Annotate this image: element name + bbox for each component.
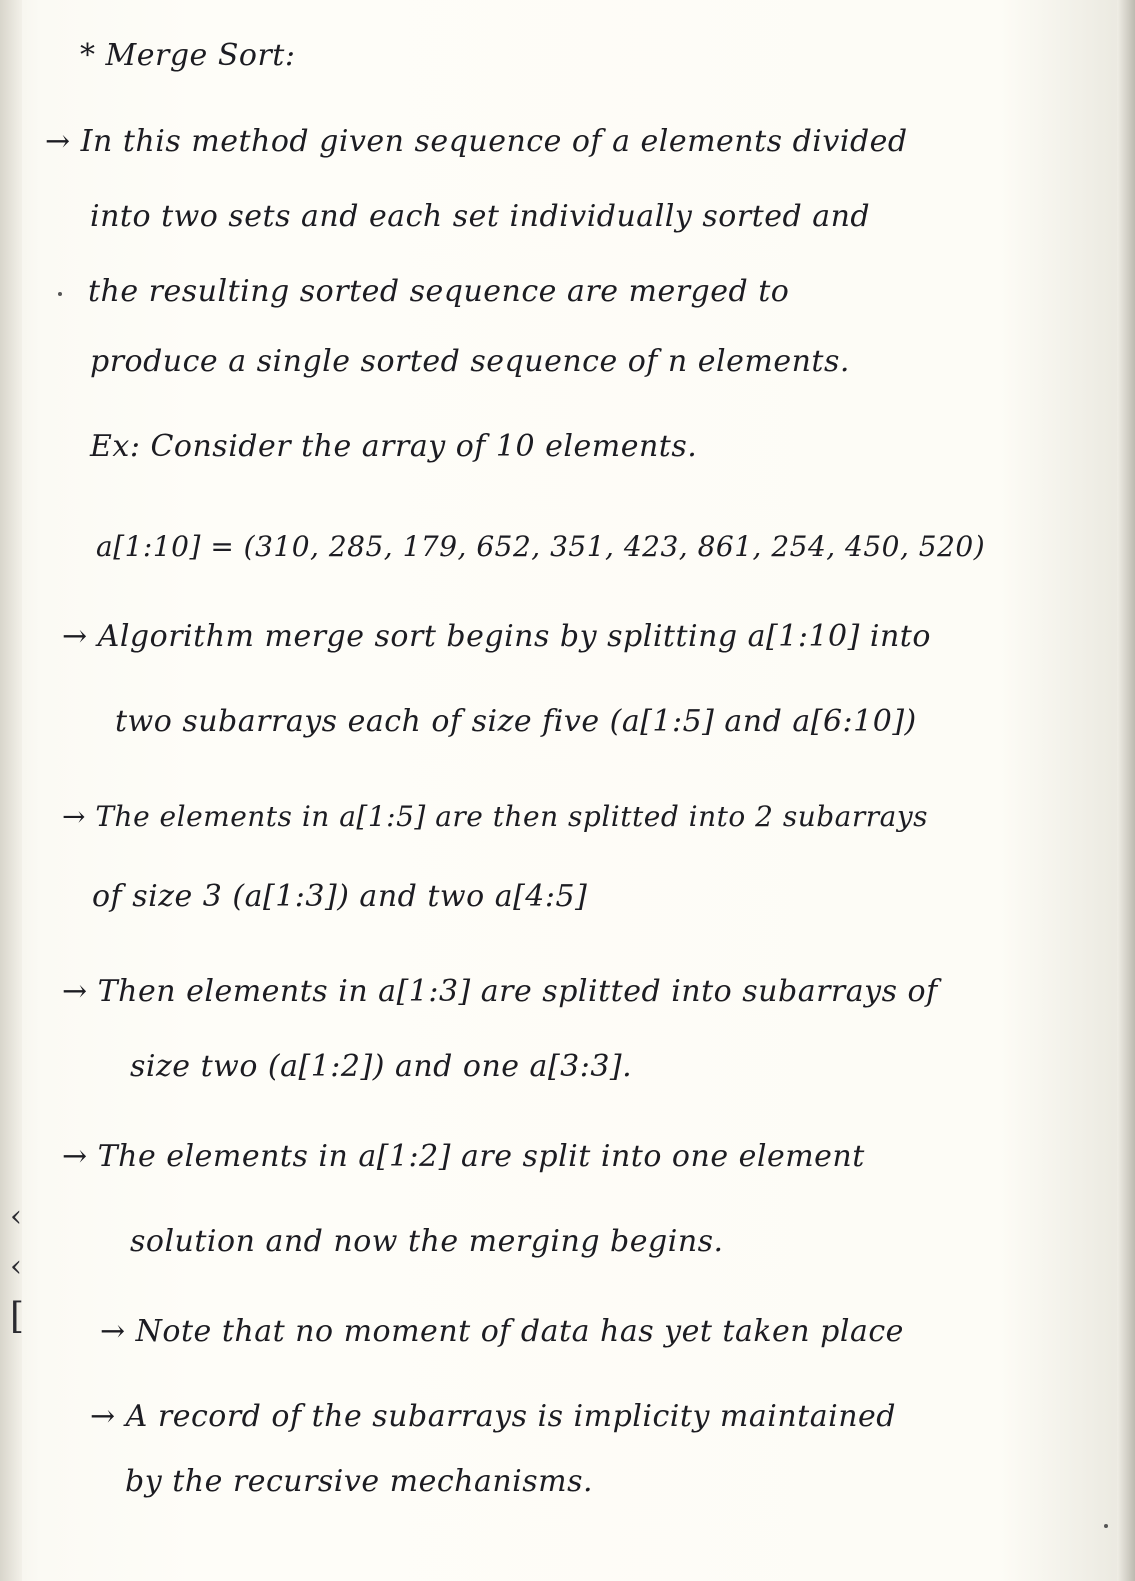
- note-line-9: → The elements in a[1:5] are then splitted into 2 subarrays: [62, 800, 929, 833]
- note-line-17: by the recursive mechanisms.: [125, 1464, 594, 1499]
- margin-scribble: ‹: [10, 1249, 22, 1284]
- note-line-1: → In this method given sequence of a elements divided: [45, 124, 908, 159]
- margin-scribble: [: [10, 1296, 25, 1337]
- note-line-10: of size 3 (a[1:3]) and two a[4:5]: [92, 879, 588, 914]
- note-line-16: → A record of the subarrays is implicity maintained: [90, 1399, 896, 1434]
- note-line-11: → Then elements in a[1:3] are splitted into subarrays of: [62, 974, 938, 1009]
- page-edge-shadow: [1117, 0, 1135, 1581]
- note-line-7: → Algorithm merge sort begins by splitting a[1:10] into: [62, 619, 931, 654]
- note-line-4: produce a single sorted sequence of n elements.: [90, 344, 850, 379]
- page-speck: [58, 292, 62, 296]
- page-speck: [1104, 1524, 1108, 1528]
- note-line-12: size two (a[1:2]) and one a[3:3].: [130, 1049, 633, 1084]
- margin-scribble: ‹: [10, 1199, 22, 1234]
- array-definition: a[1:10] = (310, 285, 179, 652, 351, 423, 861, 254, 450, 520): [96, 530, 986, 563]
- note-line-8: two subarrays each of size five (a[1:5] and a[6:10]): [115, 704, 917, 739]
- page-title: * Merge Sort:: [80, 38, 296, 73]
- note-line-13: → The elements in a[1:2] are split into one element: [62, 1139, 865, 1174]
- note-line-3: the resulting sorted sequence are merged to: [88, 274, 790, 309]
- note-line-2: into two sets and each set individually sorted and: [90, 199, 871, 234]
- note-line-15: → Note that no moment of data has yet taken place: [100, 1314, 904, 1349]
- note-line-14: solution and now the merging begins.: [130, 1224, 724, 1259]
- page-binding-shadow: [0, 0, 25, 1581]
- example-heading: Ex: Consider the array of 10 elements.: [90, 429, 698, 464]
